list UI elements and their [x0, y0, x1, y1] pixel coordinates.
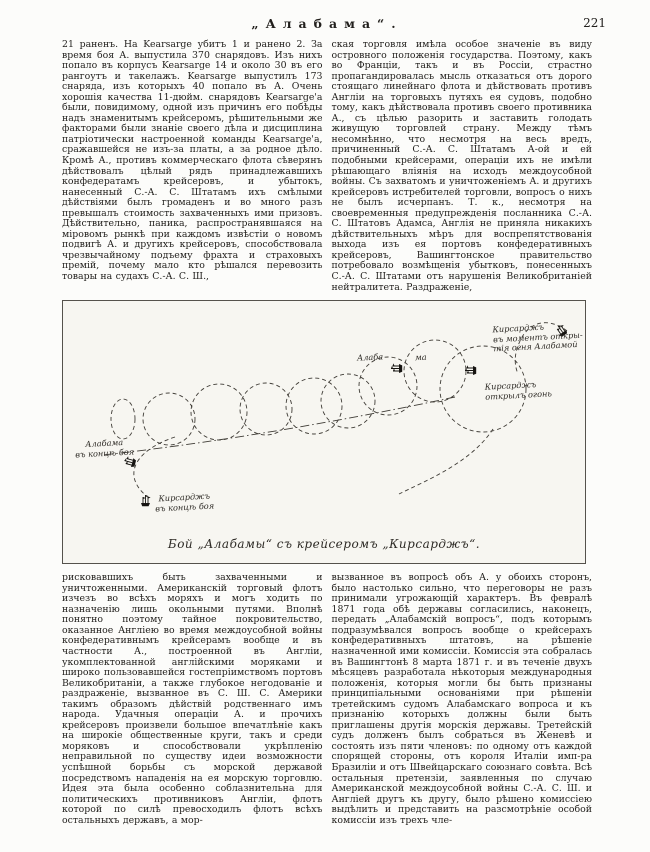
label-alabama-end: Алабама въ концѣ боя [74, 437, 135, 460]
label-kearsarge-end: Кирсарджъ въ концѣ боя [154, 490, 215, 514]
top-left-column: 21 раненъ. На Kearsarge убитъ 1 и ранено 2. За время боя А. выпустила 370 снарядовъ. Изъ нихъ попало въ корпусъ Kearsarge 14 и около 30 въ его рангоутъ и такелажъ. Kearsarge выпустилъ 173 снаряда, изъ которыхъ 40 попало въ А. Очень хорошія качества 11-дюйм. снарядовъ Kearsarge'а были, повидимому, одной изъ причинъ его побѣды надъ знаменитымъ крейсеромъ, рѣшительными же факторами были знаніе своего дѣла и дисциплина патріотически настроенной команды Kearsarge'а, сражавшейся не изъ-за платы, а за родное дѣло. Кромѣ А., противъ коммерческаго флота сѣверянъ дѣйствовалъ цѣлый рядъ принадлежавшихъ конфедератамъ крейсеровъ, и убытокъ, нанесенный С.-А. С. Штатамъ ихъ смѣлыми дѣйствіями былъ громаденъ и во много разъ превышалъ стоимость захваченныхъ ими призовъ. Дѣйствительно, паника, распространявшаяся на міровомъ рынкѣ при каждомъ извѣстіи о новомъ подвигѣ А. и другихъ крейсеровъ, способствовала чрезвычайному подъему фрахта и страховыхъ премій, почему мало кто рѣшался перевозить товары на судахъ С.-А. С. Ш., [62, 39, 323, 283]
page-title: „Алабама“. [251, 16, 403, 31]
label-kearsarge-moment: Кирсарджъ въ моментъ откры- тія огня Алабамой [492, 321, 583, 354]
alabama-ship-icon [391, 364, 402, 374]
bottom-right-column: вызванное въ вопросѣ объ А. у обоихъ сторонъ, было настолько сильно, что переговоры не разъ принимали угрожающій характеръ. Въ февралѣ 1871 года обѣ державы согласились, наконецъ, передать „Алабамскій вопросъ“, подъ которымъ подразумѣвался вопросъ вообще о крейсерахъ конфедеративныхъ штатовъ, на рѣшеніе назначенной ими комиссіи. Комиссія эта собралась въ Вашингтонѣ 8 марта 1871 г. и въ теченіе двухъ мѣсяцевъ разработала нѣкоторыя международныя положенія, которыя могли бы быть признаны принципіальными основаніями при рѣшеніи третейскимъ судомъ Алабамскаго вопроса и къ признанію которыхъ должны были быть приглашены другія морскія державы. Третейскій судъ долженъ былъ собраться въ Женевѣ и состоять изъ пяти членовъ: по одному отъ каждой спорящей стороны, отъ короля Италіи имп-ра Бразиліи и отъ Швейцарскаго союзнаго совѣта. Всѣ остальныя претензіи, заявленныя по случаю Американской междоусобной войны С.-А. С. Ш. и Англіей другъ къ другу, было рѣшено комиссіею выдѣлить и представить на разсмотрѣніе особой комиссіи изъ трехъ чле- [331, 572, 592, 826]
label-alabama-mid-left: Алаба [356, 351, 384, 363]
trailing-track [399, 429, 493, 494]
page-content [62, 12, 606, 826]
page-header [62, 12, 606, 40]
battle-track-circles [111, 340, 526, 445]
kearsarge-ship-icon [465, 366, 476, 376]
bottom-text-columns [62, 573, 592, 826]
bottom-left-column: рисковавшихъ быть захваченными и уничтоженными. Американскій торговый флотъ изчезъ во всѣхъ моряхъ и могъ ходить по назначенію лишь окольными путями. Вполнѣ понятно поэтому тайное покровительство, оказанное Англіею во время междоусобной войны конфедеративнымъ крейсерамъ вообще и въ частности А., построенной въ Англіи, укомплектованной англійскими моряками и широко пользовавшейся гостепріимствомъ портовъ Великобританіи, а также глубокое негодованіе и раздраженіе, вызванное въ С. Ш. С. Америки такимъ образомъ дѣйствій родственнаго имъ народа. Удачныя операціи А. и прочихъ крейсеровъ произвели большое впечатлѣніе какъ на широкіе общественные круги, такъ и среди моряковъ и способствовали укрѣпленію неправильной по существу идеи возможности успѣшной борьбы съ морской державой посредствомъ нападенія на ея морскую торговлю. Идея эта была особенно соблазнительна для политическихъ противниковъ Англіи, флотъ которой по силѣ превосходилъ флотъ всѣхъ остальныхъ державъ, а мор- [62, 572, 323, 826]
label-kearsarge-opened-fire: Кирсарджъ открылъ огонь [484, 379, 553, 402]
kearsarge-long-track [103, 397, 455, 455]
page-number: 221 [583, 16, 606, 30]
kearsarge-end-ship-icon [141, 495, 151, 506]
top-right-column: ская торговля имѣла особое значеніе въ виду островного положенія государства. Поэтому, какъ во Франціи, такъ и въ Россіи, страстно пропагандировалась мысль отказаться отъ дорого стоящаго линейнаго флота и дѣйствовать противъ Англіи на торговыхъ путяхъ ея судовъ, подобно тому, какъ дѣйствовала противъ своего противника А., съ цѣлью разорить и заставить голодать живущую торговлей страну. Между тѣмъ несомнѣнно, что несмотря на весь вредъ, причиненный С.-А. С. Штатамъ А-ой и ей подобными крейсерами, операціи ихъ не имѣли рѣшающаго вліянія на исходъ междоусобной войны. Съ захватомъ и уничтоженіемъ А. и другихъ крейсеровъ истребителей торговли, вопросъ о нихъ не былъ исчерпанъ. Т. к., несмотря на своевременныя предупрежденія посланника С.-А. С. Штатовъ Адамса, Англія не приняла никакихъ дѣйствительныхъ мѣръ для воспрепятствованія выхода изъ ея портовъ конфедеративныхъ крейсеровъ, Вашингтонское правительство потребовало возмѣщенія убытковъ, понесенныхъ С.-А. С. Штатами отъ нарушенія Великобританіей нейтралитета. Раздраженіе, [331, 39, 592, 293]
top-text-columns [62, 40, 592, 293]
figure-caption: Бой „Алабамы“ съ крейсеромъ „Кирсарджъ“. [167, 537, 481, 552]
battle-diagram-figure [62, 300, 586, 564]
label-alabama-mid-right: ма [414, 351, 427, 363]
kearsarge-end-track [134, 437, 175, 498]
alabama-end-ship-icon [123, 456, 136, 468]
